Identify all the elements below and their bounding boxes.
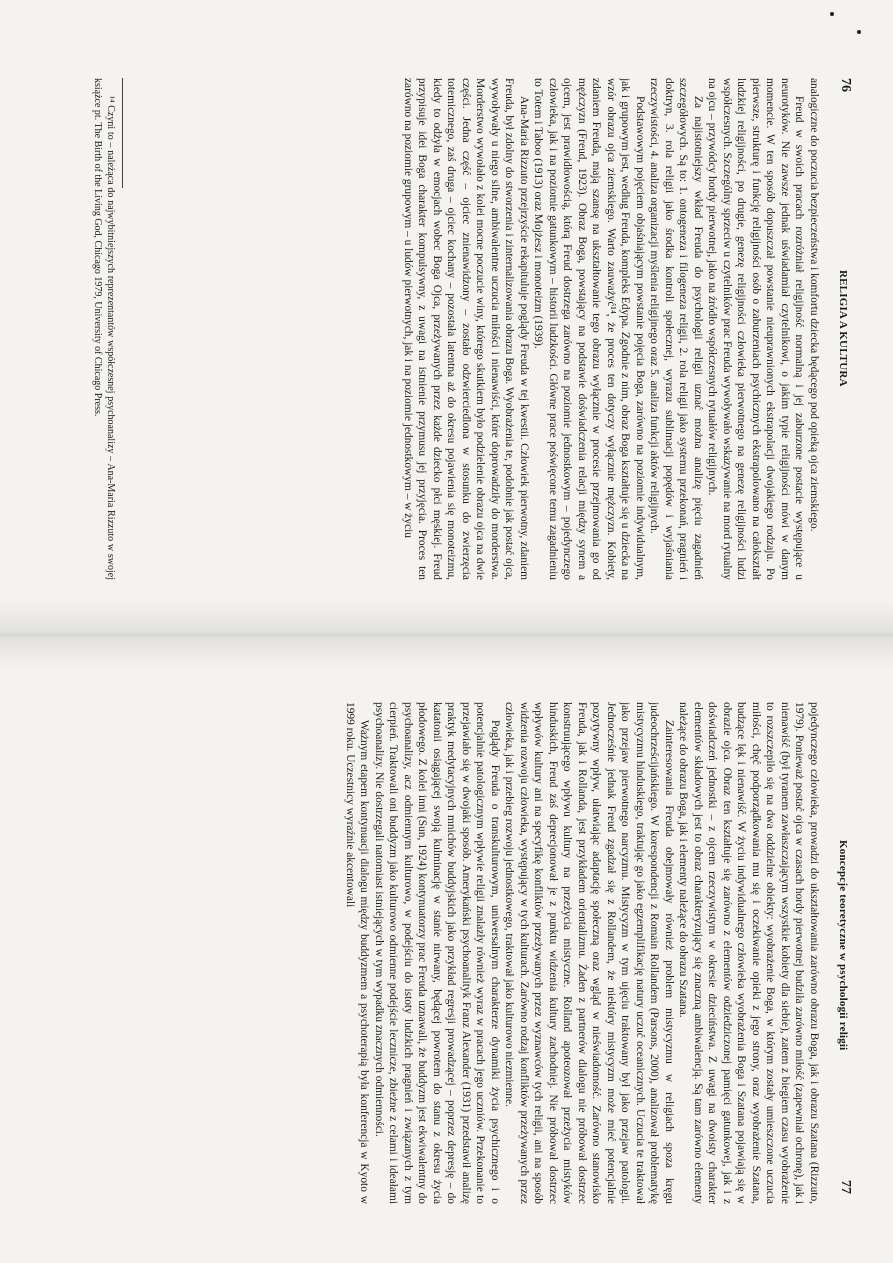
scan-speck [857, 30, 861, 34]
left-paragraph-5: Ana-Maria Rizzuto przejrzyście rekapituluje poglądy Freuda w tej kwestii. Człowiek pierwotny, zdaniem Freuda, był zdolny do stworzenia i zinternalizowania obrazu Boga. Wyobrażenia te, podobnie jak postać ojca, wywoływały u niego silne, ambiwalentne uczucia miłości i nienawiści, które doprowadziły do morderstwa. Morderstwo wywołało z kolei mocne poczucie winy, którego skutkiem było podzielenie obrazu ojca na dwie części. Jedna część – ojciec znienawidzony – zostało odzwierciedlona w stosunku do zwierzęcia totemicznego, zaś druga – ojciec kochany – pozostała latentna aż do okresu pojawienia się monoteizmu, kiedy to odżyła w emocjach wobec Boga Ojca, przeżywanych przez każde dziecko płci męskiej. Freud przypisuje idei Boga charakter kompulsywny, z uwagi na istnienie przymusu jej przyjęcia. Proces ten zarówno na poziomie grupowym – u ludów pierwotnych, jak i na poziomie jednostkowym – w życiu [402, 78, 530, 580]
footnote-text: Czyni to – należąca do najwybitniejszych reprezentantów współczesnej psychoanalizy – Ana-Maria Rizzuto w swojej książce pt. The Birth of the Living God, Chicago 1979, University of Chicago Press. [92, 78, 116, 581]
right-page-body [131, 702, 821, 1204]
left-page-number: 76 [838, 78, 853, 92]
right-paragraph-1: pojedynczego człowieka, prowadzi do ukształtowania zarówno obrazu Boga, jak i obrazu Szatana (Rizzuto, 1979). Ponieważ postać ojca w czasach hordy pierwotnej budziła zarówno miłość (zapewniał ochronę), jak i nienawiść (był tyranem zawłaszczającym wszystkie kobiety dla siebie), zatem z biegiem czasu wyobrażenie to rozszczepiło się na dwa oddzielne obiekty: wyobrażenie Boga, w którym zostały umieszczone uczucia miłości, chęć podporządkowania mu się i oczekiwanie opieki z jego strony, oraz wyobrażenie Szatana, budzące lęk i nienawiść. W życiu indywidualnego człowieka wyobrażenia Boga i Szatana pojawiają się w obrazie ojca. Obraz ten kształtuje się zarówno z elementów odziedziczonej pamięci gatunkowej, jak i z doświadczeń jednostki – z ojcem rzeczywistym w okresie dzieciństwa. Z uwagi na dwoisty charakter elementów składowych jest to obraz charakteryzujący się znaczną ambiwalencją. Są tam zarówno elementy należące do obrazu Boga, jak i elementy należące do obrazu Szatana. [677, 702, 820, 1204]
right-running-head: Koncepcje teoretyczne w psychologii religii [837, 840, 849, 1051]
right-page-number: 77 [838, 1180, 853, 1194]
right-paragraph-2: Zainteresowania Freuda obejmowały również problem mistycyzmu w religiach spoza kręgu judeochrześcijańskiego. W korespondencji z Romain Rollandem (Parsons, 2000), analizował problematykę mistycyzmu hinduskiego, traktując go jako egzemplifikację natury uczuć oceanicznych. Uczucia te traktował jako przejaw pierwotnego narcyzmu. Mistycyzm w tym ujęciu traktowany był jako przejaw patologii. Jednocześnie jednak Freud zgadzał się z Rollandem, że niektóry mistycyzm może mieć potencjalnie pozytywny wpływ, ułatwiając adaptację społeczną oraz wgląd w nieświadomość. Zarówno stanowisko Freuda, jak i Rollanda, jest przykładem orientalizmu. Żaden z partnerów dialogu nie próbował dostrzec konstruującego wpływu kultury na przeżycia mistyczne. Rolland apoteozował przeżycia mistyków hinduskich, Freud zaś deprecjonował je z punktu widzenia kultury zachodniej. Nie próbował dostrzec wpływów kultury ani na specyfikę konfliktów przeżywanych przez wyznawców tych religii, ani na sposób widzenia rozwoju człowieka, występujący w tych kulturach. Zarówno rodzaj konfliktów przeżywanych przez człowieka, jak i przebieg rozwoju jednostkowego, traktował jako kulturowo niezmienne. [503, 702, 675, 1204]
left-paragraph-1: analogiczne do poczucia bezpieczeństwa i komfortu dziecka będącego pod opieką ojca ziemskiego. [808, 78, 820, 532]
left-paragraph-4: Podstawowym pojęciem objaśniającym powstanie pojęcia Boga, zarówno na poziomie indywidualnym, jak i grupowym jest, według Freuda, kompleks Edypa. Zgodnie z nim, obraz Boga kształtuje się u dziecka na wzór obrazu ojca ziemskiego. Warto zauważyć¹⁴, że proces ten dotyczy wyłącznie mężczyzn. Kobiety, zdaniem Freuda, mają szansę na ukształtowanie tego obrazu wyłącznie w procesie przejmowania go od mężczyzn (Freud, 1923). Obraz Boga, powstający na podstawie doświadczenia relacji między synem a ojcem, jest prawidłowością, którą Freud dostrzega zarówno na poziomie jednostkowym – pojedynczego człowieka, jak i na poziomie gatunkowym – historii ludzkości. Główne prace poświęcone temu zagadnieniu to Totem i Taboo (1913) oraz Mojżesz i monoteizm (1939). [532, 78, 646, 580]
left-paragraph-2: Freud w swoich pracach rozróżniał religijność normalną i jej zaburzone postacie występujące u neurotyków. Nie zawsze jednak uświadamiał czytelnikowi, o jakim typie religijności mówi w danym momencie. W ten sposób dopuszczał powstanie nieuprawnionych ekstrapolacji dwojakiego rodzaju. Po pierwsze, strukturę i funkcję religijności osób o zaburzeniach psychicznych ekstrapolowano na całokształt ludzkiej religijności, po drugie, genezę religijności człowieka pierwotnego na genezę religijności ludzi współczesnych. Szczególny sprzeciw u czytelników prac Freuda wywoływało wskazywanie na mord rytualny na ojcu – przywódcy hordy pierwotnej, jako na źródło współczesnych rytuałów religijnych. [706, 78, 806, 580]
scan-speck [830, 12, 834, 16]
right-paragraph-4: Ważnym etapem kontynuacji dialogu między buddyzmem a psychoterapią była konferencja w Kyoto w 1999 roku. Uczestnicy wyraźnie akcentowali [344, 702, 371, 1204]
left-footnote [91, 78, 123, 580]
right-paragraph-3: Poglądy Freuda o transkulturowym, uniwersalnym charakterze dynamiki życia psychicznego i o potencjalnie patologicznym wpływie religii znalazły również wyraz w pracach jego uczniów. Przekonanie to przejawiało się w dwojaki sposób. Amerykański psychoanalityk Franz Alexander (1931) przedstawił analizę praktyk medytacyjnych mnichów buddyjskich jako przykład regresji prowadzącej – poprzez depresję – do katatonii osiągającej swoją kulminację w stanie nirwany, będącej powrotem do stanu z okresu życia płodowego. Z kolei inni (Sun, 1924) kontynuatorzy prac Freuda uznawali, że buddyzm jest ekwiwalentny do psychoanalizy, acz odmiennym kulturowo, w podejściu do istoty ludzkich pragnień i związanych z tym cierpień. Traktowali oni buddyzm jako kulturowo odmienne podejście lecznicze, zbieżne z celami i ideałami psychoanalizy. Nie dostrzegali natomiast istniejących w tym wypadku znacznych odmienności. [373, 702, 501, 1204]
book-gutter [0, 600, 893, 670]
footnote-rule [122, 78, 123, 188]
left-running-head: RELIGIA A KULTURA [837, 270, 849, 387]
left-paragraph-3: Za najistotniejszy wkład Freuda do psychologii religii uznać można analizę pięciu zagadnień szczegółowych. Są to: 1. ontogeneza i filogeneza religii, 2. rola religii jako systemu przekonań, pragnień i doktryn, 3. rola religii jako środka kontroli społecznej, wyrazu sublimacji popędów i wyjaśniania rzeczywistości, 4. analiza organizacji myślenia religijnego oraz 5. analiza funkcji aktów religijnych. [648, 78, 704, 580]
left-page-body [131, 78, 821, 580]
footnote-marker: ¹⁴ [105, 96, 116, 103]
